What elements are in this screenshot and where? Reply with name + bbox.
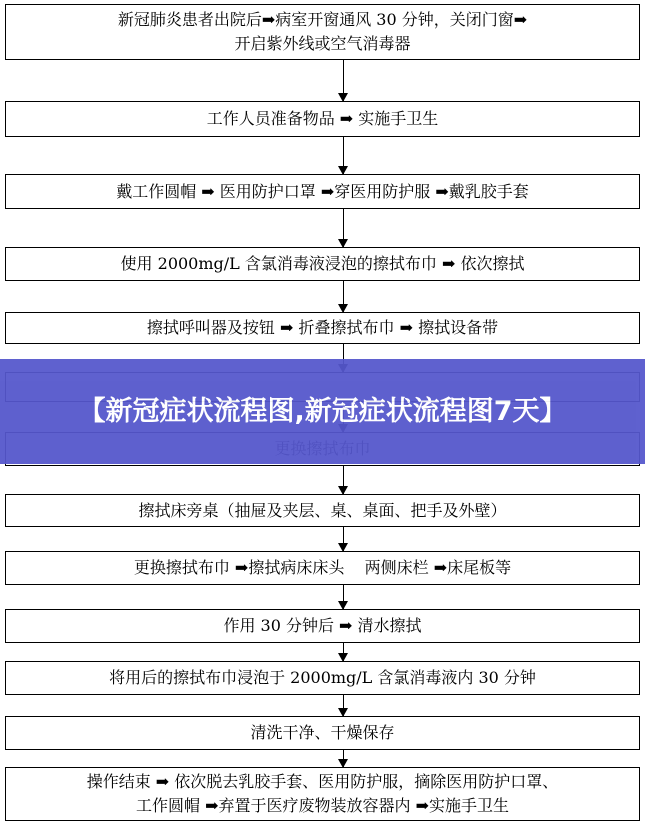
step-11-soak-cloth: 将用后的擦拭布巾浸泡于 2000mg/L 含氯消毒液内 30 分钟 <box>5 661 640 695</box>
arrow-down-icon <box>343 137 344 174</box>
arrow-down-icon <box>343 209 344 247</box>
step-13-finish: 操作结束 ➡ 依次脱去乳胶手套、医用防护服，摘除医用防护口罩、 工作圆帽 ➡弃置于医疗废物装放容器内 ➡实施手卫生 <box>5 767 640 821</box>
arrow-down-icon <box>343 60 344 101</box>
step-4-disinfectant: 使用 2000mg/L 含氯消毒液浸泡的擦拭布巾 ➡ 依次擦拭 <box>5 247 640 281</box>
arrow-down-icon <box>343 466 344 494</box>
arrow-down-icon <box>343 695 344 716</box>
banner-title: 【新冠症状流程图,新冠症状流程图7天】 <box>78 395 567 427</box>
step-5-call-button: 擦拭呼叫器及按钮 ➡ 折叠擦拭布巾 ➡ 擦拭设备带 <box>5 312 640 344</box>
step-3-protection: 戴工作圆帽 ➡ 医用防护口罩 ➡穿医用防护服 ➡戴乳胶手套 <box>5 174 640 209</box>
arrow-down-icon <box>343 585 344 609</box>
step-2-prepare: 工作人员准备物品 ➡ 实施手卫生 <box>5 101 640 137</box>
step-10-rinse: 作用 30 分钟后 ➡ 清水擦拭 <box>5 609 640 643</box>
arrow-down-icon <box>343 750 344 767</box>
arrow-down-icon <box>343 527 344 551</box>
step-8-bedside-table: 擦拭床旁桌（抽屉及夹层、桌、桌面、把手及外壁） <box>5 494 640 527</box>
arrow-down-icon <box>343 281 344 312</box>
step-9-bed: 更换擦拭布巾 ➡擦拭病床床头 两侧床栏 ➡床尾板等 <box>5 551 640 585</box>
step-12-clean-dry: 清洗干净、干燥保存 <box>5 716 640 750</box>
title-banner <box>0 359 645 464</box>
arrow-down-icon <box>343 643 344 661</box>
step-1-ventilate: 新冠肺炎患者出院后➡病室开窗通风 30 分钟，关闭门窗➡ 开启紫外线或空气消毒器 <box>5 4 640 60</box>
